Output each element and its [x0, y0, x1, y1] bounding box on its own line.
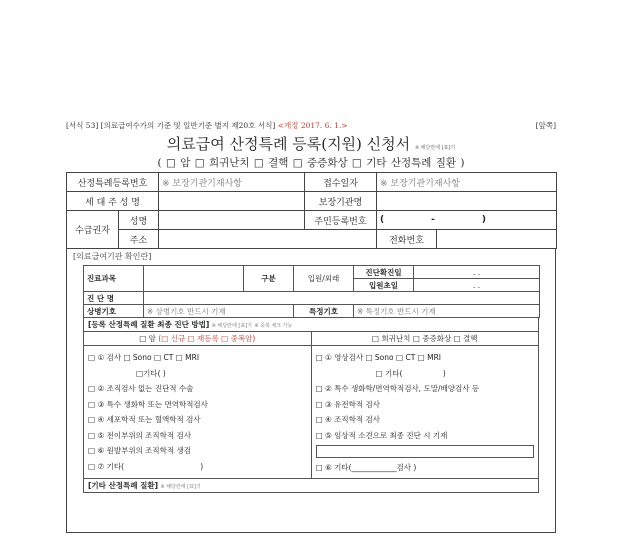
cancer-methods	[84, 346, 312, 478]
method-option[interactable]: □ ⑤ 임상적 소견으로 최종 진단 시 기재	[315, 430, 448, 440]
rare-checkbox[interactable]: □ 희귀난치 □ 중증화상 □ 결핵	[371, 334, 478, 343]
method-option[interactable]: □ ③ 특수 생화학 또는 면역학적검사	[88, 399, 208, 409]
phone-label: 전화번호	[377, 230, 437, 249]
diagnosis-table	[83, 265, 540, 318]
form-subtitle: ( □ 암 □ 희귀난치 □ 결핵 □ 중증화상 □ 기타 산정특례 질환 )	[157, 157, 465, 169]
special-field[interactable]: ※ 특정기호 반드시 기재	[354, 305, 540, 318]
address-field[interactable]	[159, 230, 377, 249]
method-option[interactable]: □기타( )	[136, 368, 166, 378]
method-option[interactable]: □ ③ 유전학적 검사	[315, 399, 380, 409]
admit-date-label: 입원초일	[354, 279, 414, 292]
method-option[interactable]: □ ④ 조직학적 검사	[315, 415, 380, 424]
clinical-note-field[interactable]	[316, 445, 535, 458]
recipient-label: 수급권자	[67, 211, 119, 249]
method-options	[83, 346, 539, 479]
method-option[interactable]: □ ① 검사 □ Sono □ CT □ MRI	[88, 353, 200, 362]
applicant-table	[66, 172, 557, 249]
special-label: 특정기호	[294, 305, 354, 318]
reg-no-label: 산정특례등록번호	[67, 173, 159, 192]
method-option[interactable]: □ ⑥ 기타(____________검사 )	[315, 463, 417, 472]
diag-name-label: 진 단 명	[84, 292, 144, 305]
phone-field[interactable]	[437, 230, 557, 249]
method-option[interactable]: □ ④ 세포학적 또는 혈액학적 검사	[88, 415, 201, 424]
reg-no-field[interactable]: ※ 보장기관기재사항	[159, 173, 305, 192]
title-note: ※ 해당란에 [표]기	[414, 145, 456, 151]
form-title: 의료급여 산정특례 등록(지원) 신청서 ※ 해당란에 [표]기	[166, 135, 456, 153]
method-option[interactable]: □ ⑥ 원발부위의 조직학적 생검	[88, 446, 192, 455]
household-label: 세 대 주 성 명	[67, 192, 159, 211]
receipt-label: 접수일자	[305, 173, 377, 192]
method-title: [등록 산정특례 질환 최종 진단 방법] ※ 해당란에 [표]기 ※ 중복 체크 가능	[83, 318, 539, 332]
diag-date-field[interactable]: . .	[414, 266, 540, 279]
diag-name-field[interactable]	[144, 292, 540, 305]
household-field[interactable]	[159, 192, 305, 211]
institution-title: [의료급여기관 확인란]	[73, 252, 152, 261]
method-option[interactable]: □ ② 특수 생화학/면역학적검사, 도말/배양검사 등	[315, 384, 480, 393]
receipt-field[interactable]: ※ 보장기관기재사항	[377, 173, 557, 192]
type-label: 구분	[244, 266, 294, 292]
method-option[interactable]: □ 기타( )	[375, 368, 446, 378]
name-label: 성명	[119, 211, 159, 230]
rrn-field[interactable]: ( - )	[377, 211, 557, 230]
diag-date-label: 진단확진일	[354, 266, 414, 279]
method-option[interactable]: □ ① 영상검사 □ Sono □ CT □ MRI	[315, 353, 442, 362]
rrn-label: 주민등록번호	[305, 211, 377, 230]
agency-field[interactable]	[377, 192, 557, 211]
agency-label: 보장기관명	[305, 192, 377, 211]
address-label: 주소	[119, 230, 159, 249]
code-label: 상병기호	[84, 305, 144, 318]
name-field[interactable]	[159, 211, 305, 230]
method-option[interactable]: □ ② 조직검사 없는 진단적 수술	[88, 384, 194, 393]
admit-date-field[interactable]: . .	[414, 279, 540, 292]
method-option[interactable]: □ ⑤ 전이부위의 조직학적 검사	[88, 430, 192, 440]
code-field[interactable]: ※ 상병기호 반드시 기재	[144, 305, 294, 318]
type-value[interactable]: 입원/외래	[294, 266, 354, 292]
form-header	[66, 120, 556, 132]
form-number: [서식 53] [의료급여수가의 기준 및 일반기준 별지 제20호 서식]	[66, 121, 276, 130]
dept-field[interactable]	[144, 266, 244, 292]
rare-methods	[312, 346, 539, 478]
dept-label: 진료과목	[84, 266, 144, 292]
method-option[interactable]: □ ⑦ 기타( )	[88, 461, 204, 471]
application-form	[66, 120, 556, 533]
cancer-checkbox[interactable]: □ 암 (□ 신규 □ 재등록 □ 중복암)	[84, 332, 312, 345]
page-side: [앞쪽]	[535, 121, 556, 130]
revision-date: <개정 2017. 6. 1.>	[277, 121, 348, 130]
category-row	[83, 332, 539, 346]
other-disease-title: [기타 산정특례 질환] ※ 해당란에 [표]기	[83, 479, 539, 493]
institution-section	[66, 249, 556, 533]
